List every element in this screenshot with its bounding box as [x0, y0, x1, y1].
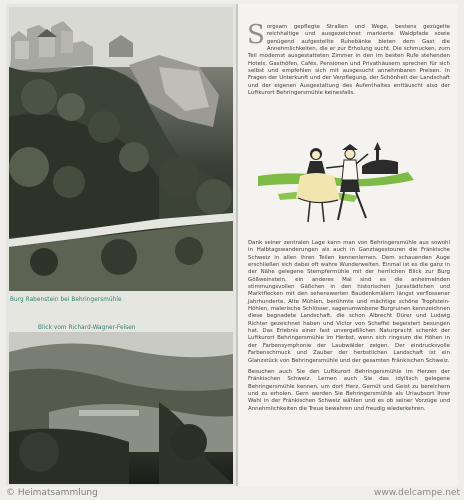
valley-landscape-image — [9, 332, 233, 484]
paragraph-3: Besuchen auch Sie den Luftkurort Behringersmühle im Herzen der Fränkischen Schweiz. Lernen auch Sie das idyllisch gelegene Behringersmühle kennen, um dort Herz, Gemüt und Geist zu bereichern und zu erholen. Gern werden Sie Behringersmühle als Urlaubsort Ihrer Wahl in der Fränkischen Schweiz wählen und es ob seiner Vorzüge und Annehmlichkeiten die Treue bewahren und freudig wiederkehren. — [248, 368, 450, 412]
left-panel — [6, 4, 236, 486]
dropcap: S — [247, 20, 265, 50]
paragraph-1: orgsam gepflegte Straßen und Wege, bestens gezügelte reichhaltige und ausgezeichnet markierte Waldpfade sowie genügend aufgestellte Ruhebänke bieten dem Gast die Annehmlichkeiten, die er zur Erholung sucht. Die schmucken, zum Teil modernst ausgestatteten Zimmer in den im besten Rufe stehenden Hotels, Gasthöfen, Cafés, Pensionen und Privathäusern sprechen für sich selbst und empfehlen sich mit ausgesucht annehmbaren Preisen. In Fragen der Unterkunft und der Verpflegung, der Schönheit der Landschaft und der eigenen Ausgestaltung des Aufenthaltes enttäuscht also der Luftkurort Behringersmühle keinesfalls. — [248, 24, 450, 97]
footer-watermark-left[interactable]: © Heimatsammlung — [6, 488, 98, 498]
footer-watermark-right[interactable]: www.delcampe.net — [374, 488, 460, 498]
text-top — [247, 20, 450, 97]
text-lower — [248, 240, 450, 417]
paragraph-2: Dank seiner zentralen Lage kann man von Behringersmühle aus sowohl in Halbtagswanderungen als auch in Ganztagestouren die Fränkische Schweiz in allen ihren Teilen kennenlernen. Dem schauenden Auge erschließen sich dabei oft wahre Wunderwelten. Einmal ist es die ganz in der Nähe gelegene Stempfermühle mit der herrlichen Blick zur Burg Gößweinstein, ein anderes Mal sind es die anheimelnden stimmungsvollen Gäßchen in den historischen Jurastädtchen und Marktflecken mit den sehenswerten Baudenkmälern längst verflossener Jahrhunderte. Alte Mühlen, berühmte und mächtige schöne Tropfstein-Höhlen, malerische Schlösser, sagenumwobene Burgruinen kennzeichnen diese begnadete Landschaft, die schon Albrecht Dürer und Ludwig Richter gezeichnet haben und Victor von Scheffel begeistert besungen hat. Das Erlebnis einer fast unvergeßlichen Naturpracht schenkt der Luftkurort Behringersmühle im Herbst, wenn sich ringsum die Höhen in der Farbensymphonie der Laubwälder zeigen. Der eindrucksvolle Farbenschmuck und Zauber der herbstlichen Landschaft ist ein Glanzstück von Behringersmühle und der gesamten Fränkischen Schweiz. — [248, 240, 450, 364]
right-panel — [238, 4, 458, 486]
dancing-couple-illustration — [258, 136, 418, 231]
photo-bottom-caption: Blick vom Richard-Wagner-Felsen — [38, 325, 136, 331]
footer — [0, 486, 464, 500]
valley-photo — [9, 332, 233, 484]
castle-landscape-image — [9, 7, 233, 291]
castle-photo — [9, 7, 233, 291]
photo-top-caption: Burg Rabenstein bei Behringersmühle — [10, 297, 122, 303]
